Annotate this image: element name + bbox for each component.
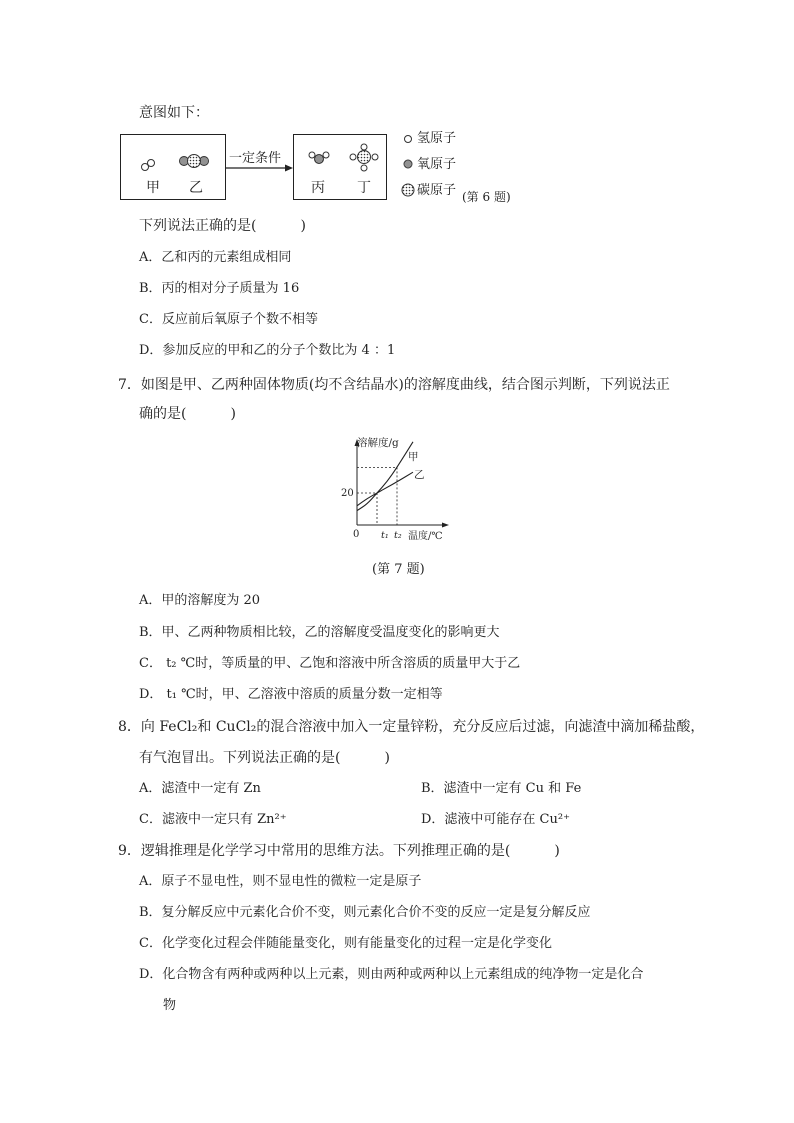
- q7-option-b: B．甲、乙两种物质相比较，乙的溶解度受温度变化的影响更大: [139, 625, 500, 640]
- q9-option-b: B．复分解反应中元素化合价不变，则元素化合价不变的反应一定是复分解反应: [139, 905, 591, 920]
- x-tick-t1: t₁: [381, 530, 389, 541]
- q9-option-c: C．化学变化过程会伴随能量变化，则有能量变化的过程一定是化学变化: [139, 936, 552, 951]
- oxygen-atom-icon: [404, 160, 412, 168]
- solubility-chart: [330, 430, 460, 548]
- q6-option-c: C．反应前后氧原子个数不相等: [139, 312, 318, 327]
- label-bing: 丙: [311, 180, 325, 196]
- q9-option-a: A．原子不显电性，则不显电性的微粒一定是原子: [139, 874, 422, 889]
- origin-label: 0: [353, 529, 360, 540]
- legend-hydrogen: 氢原子: [417, 131, 457, 146]
- legend-oxygen: 氧原子: [417, 157, 457, 172]
- q9-stem: 9．逻辑推理是化学学习中常用的思维方法。下列推理正确的是( ): [118, 843, 560, 859]
- h2o-molecule-icon: [309, 152, 329, 164]
- q8-stem-line1: 8．向 FeCl₂和 CuCl₂的混合溶液中加入一定量锌粉，充分反应后过滤，向滤渣中滴加稀盐酸，: [118, 719, 705, 735]
- legend-carbon: 碳原子: [417, 183, 457, 198]
- q9-option-d-continued: 物: [163, 998, 177, 1013]
- q6-option-a: A．乙和丙的元素组成相同: [139, 250, 292, 265]
- series-jia-label: 甲: [408, 451, 419, 463]
- q6-option-b: B．丙的相对分子质量为 16: [139, 281, 300, 296]
- q8-option-c: C．滤液中一定只有 Zn²⁺: [139, 812, 287, 827]
- q6-option-d: D．参加反应的甲和乙的分子个数比为 4 ：1: [139, 343, 396, 358]
- x-axis-label: 温度/℃: [408, 531, 443, 542]
- label-jia: 甲: [146, 180, 160, 196]
- q8-stem-line2: 有气泡冒出。下列说法正确的是( ): [139, 750, 390, 766]
- q6-question: 下列说法正确的是( ): [139, 218, 306, 234]
- label-ding: 丁: [357, 180, 371, 196]
- q6-figure-caption: (第 6 题): [462, 190, 511, 204]
- q7-option-a: A．甲的溶解度为 20: [139, 593, 261, 608]
- hydrogen-atom-icon: [405, 136, 412, 143]
- x-tick-t2: t₂: [394, 530, 402, 541]
- q7-option-d: D． t₁ ℃时，甲、乙溶液中溶质的质量分数一定相等: [139, 687, 443, 702]
- q8-option-d: D．滤液中可能存在 Cu²⁺: [421, 812, 570, 827]
- q7-stem-line1: 7．如图是甲、乙两种固体物质(均不含结晶水)的溶解度曲线，结合图示判断，下列说法正: [118, 377, 670, 393]
- q9-option-d: D．化合物含有两种或两种以上元素，则由两种或两种以上元素组成的纯净物一定是化合: [139, 967, 644, 982]
- q7-figure-caption: (第 7 题): [372, 562, 425, 577]
- y-axis-label: 溶解度/g: [357, 437, 399, 449]
- x-axis-arrow-icon: [442, 523, 449, 528]
- arrow-head-icon: [285, 165, 293, 172]
- q8-option-b: B．滤渣中一定有 Cu 和 Fe: [421, 781, 582, 796]
- h2-molecule-icon: [142, 160, 155, 171]
- q8-option-a: A．滤渣中一定有 Zn: [139, 781, 261, 796]
- q6-intro: 意图如下：: [139, 105, 209, 121]
- series-yi-curve: [357, 472, 413, 506]
- series-yi-label: 乙: [414, 469, 425, 481]
- label-yi: 乙: [189, 180, 203, 196]
- q7-option-c: C． t₂ ℃时，等质量的甲、乙饱和溶液中所含溶质的质量甲大于乙: [139, 656, 521, 671]
- ch4-molecule-icon: [350, 144, 378, 171]
- y-tick-20: 20: [341, 488, 354, 499]
- arrow-condition-label: 一定条件: [229, 151, 282, 166]
- q7-stem-line2: 确的是( ): [139, 406, 236, 422]
- carbon-atom-icon: [402, 184, 414, 196]
- reaction-diagram: [0, 0, 794, 230]
- co2-molecule-icon: [180, 155, 209, 168]
